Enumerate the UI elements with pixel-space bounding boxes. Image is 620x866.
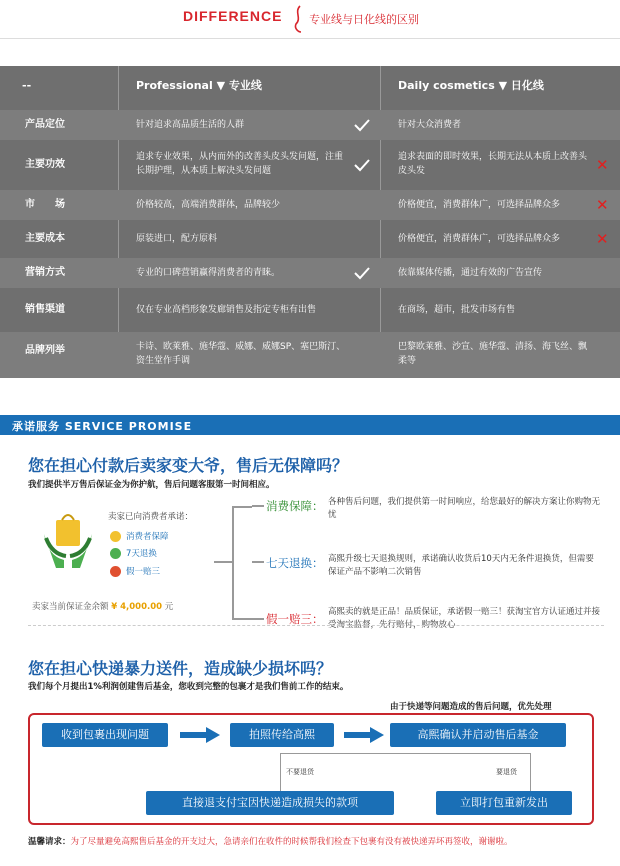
table-row — [0, 110, 620, 140]
flow-step-received-problem: 收到包裹出现问题 — [42, 723, 168, 747]
bracket-tick — [252, 561, 264, 563]
bracket-tick — [252, 618, 264, 620]
row-label: 品牌列举 — [25, 345, 65, 356]
promise-item-link[interactable]: 7天退换 — [126, 549, 157, 559]
balance-label: 卖家当前保证金余额 — [32, 602, 109, 612]
flow-line — [280, 753, 530, 754]
head-daily: Daily cosmetics ▼ 日化线 — [398, 79, 544, 92]
shopping-bag-hands-icon — [42, 508, 94, 570]
question-1: 您在担心付款后卖家变大爷，售后无保障吗？ — [28, 456, 349, 475]
row-daily: 价格便宜，消费群体广，可选择品牌众多 — [398, 234, 561, 244]
shield-icon — [110, 531, 121, 542]
flow-line — [280, 753, 281, 791]
aftersale-flow — [28, 713, 594, 825]
guarantee-desc: 高熙卖的就是正品！品质保证，承诺假一赔三！获淘宝官方认证通过并接受淘宝监督，先行赔付，购物放心 — [328, 607, 601, 630]
section-divider — [28, 625, 604, 626]
guarantee-title: 假一赔三： — [266, 612, 324, 626]
promise-item-link[interactable]: 消费者保障 — [126, 532, 169, 542]
row-pro: 追求专业效果，从内而外的改善头皮头发问题，注重长期护理，从本质上解决头发问题 — [136, 152, 344, 176]
tip-label: 温馨请求： — [28, 837, 71, 847]
swash-icon — [292, 4, 304, 34]
row-daily: 针对大众消费者 — [398, 120, 462, 130]
flow-step-send-photo: 拍照传给高熙 — [230, 723, 334, 747]
table-row — [0, 190, 620, 220]
arrow-right-icon — [344, 727, 384, 743]
arrow-right-icon — [180, 727, 220, 743]
header-divider — [0, 38, 620, 39]
row-daily: 在商场，超市，批发市场有售 — [398, 305, 516, 315]
balance-unit: 元 — [164, 602, 174, 612]
tip-text: 为了尽量避免高熙售后基金的开支过大，急请亲们在收件的时候帮我们检查下包裹有没有被快递弄坏再签收，谢谢啦。 — [70, 837, 513, 847]
table-row — [0, 292, 620, 328]
check-icon — [353, 118, 371, 132]
warm-tip — [28, 835, 513, 847]
check-icon — [353, 158, 371, 172]
row-pro: 针对追求高品质生活的人群 — [136, 120, 245, 130]
balance-value: ¥ 4,000.00 — [111, 602, 163, 612]
merchant-promise-label: 卖家已向消费者承诺： — [108, 512, 194, 522]
head-col0: -- — [22, 79, 32, 92]
branch-no-return: 不要退货 — [286, 768, 314, 776]
bracket-connector — [214, 561, 234, 563]
row-daily: 依靠媒体传播，通过有效的广告宣传 — [398, 268, 543, 278]
question-2: 您在担心快递暴力送件，造成缺少损坏吗？ — [28, 659, 333, 678]
table-head — [0, 66, 620, 106]
row-daily: 价格便宜，消费群体广，可选择品牌众多 — [398, 200, 561, 210]
guarantee-desc: 高熙升级七天退换规则，承诺确认收货后10天内无条件退换货，但需要保证产品不影响二次销售 — [328, 554, 594, 577]
flow-step-confirm-fund: 高熙确认并启动售后基金 — [390, 723, 566, 747]
row-label: 主要成本 — [25, 233, 65, 244]
header-subtitle: 专业线与日化线的区别 — [309, 13, 419, 26]
row-label: 产品定位 — [25, 119, 65, 130]
table-row — [0, 258, 620, 288]
cross-icon: ✕ — [596, 196, 609, 214]
row-pro: 专业的口碑营销赢得消费者的青睐。 — [136, 268, 281, 278]
row-label: 市 场 — [25, 199, 65, 210]
flow-note: 由于快递等问题造成的售后问题，优先处理 — [390, 702, 552, 712]
row-pro: 原装进口，配方原料 — [136, 234, 218, 244]
table-row — [0, 332, 620, 378]
row-daily: 巴黎欧莱雅、沙宣、施华蔻、清扬、海飞丝、飘柔等 — [398, 342, 588, 366]
guarantee-desc: 各种售后问题，我们提供第一时间响应，给您最好的解决方案让你购物无忧 — [328, 497, 601, 520]
guarantee-title: 消费保障： — [266, 499, 324, 513]
row-pro: 卡诗、欧莱雅、施华蔻、威娜、威娜SP、塞巴斯汀、资生堂作手调 — [136, 342, 346, 366]
guarantee-title: 七天退换： — [266, 556, 324, 570]
check-icon — [353, 266, 371, 280]
return-icon — [110, 548, 121, 559]
flow-line — [530, 753, 531, 791]
bracket — [232, 506, 252, 620]
row-pro: 仅在专业高档形象发廊销售及指定专柜有出售 — [136, 305, 317, 315]
question-2-sub: 我们每个月提出1%利润创建售后基金，您收到完整的包裹才是我们售前工作的结束。 — [28, 682, 349, 692]
row-label: 营销方式 — [25, 267, 65, 278]
row-label: 销售渠道 — [25, 304, 65, 315]
fake-compensation-icon — [110, 566, 121, 577]
header-title: DIFFERENCE — [183, 8, 283, 24]
cross-icon: ✕ — [596, 230, 609, 248]
row-daily: 追求表面的即时效果，长期无法从本质上改善头皮头发 — [398, 152, 588, 176]
table-row — [0, 144, 620, 186]
deposit-balance — [32, 600, 173, 612]
service-bar-title: 承诺服务 SERVICE PROMISE — [12, 420, 193, 433]
flow-step-reship: 立即打包重新发出 — [436, 791, 572, 815]
head-professional: Professional ▼ 专业线 — [136, 79, 262, 92]
question-1-sub: 我们提供半万售后保证金为你护航，售后问题客服第一时间相应。 — [28, 480, 275, 490]
branch-return: 要退货 — [496, 768, 517, 776]
promise-item-link[interactable]: 假一赔三 — [126, 567, 161, 577]
bracket-tick — [252, 505, 264, 507]
comparison-table — [0, 66, 620, 378]
row-label: 主要功效 — [25, 159, 65, 170]
flow-step-refund: 直接退支付宝因快递造成损失的款项 — [146, 791, 394, 815]
cross-icon: ✕ — [596, 156, 609, 174]
table-row — [0, 224, 620, 254]
row-pro: 价格较高，高端消费群体，品牌较少 — [136, 200, 281, 210]
